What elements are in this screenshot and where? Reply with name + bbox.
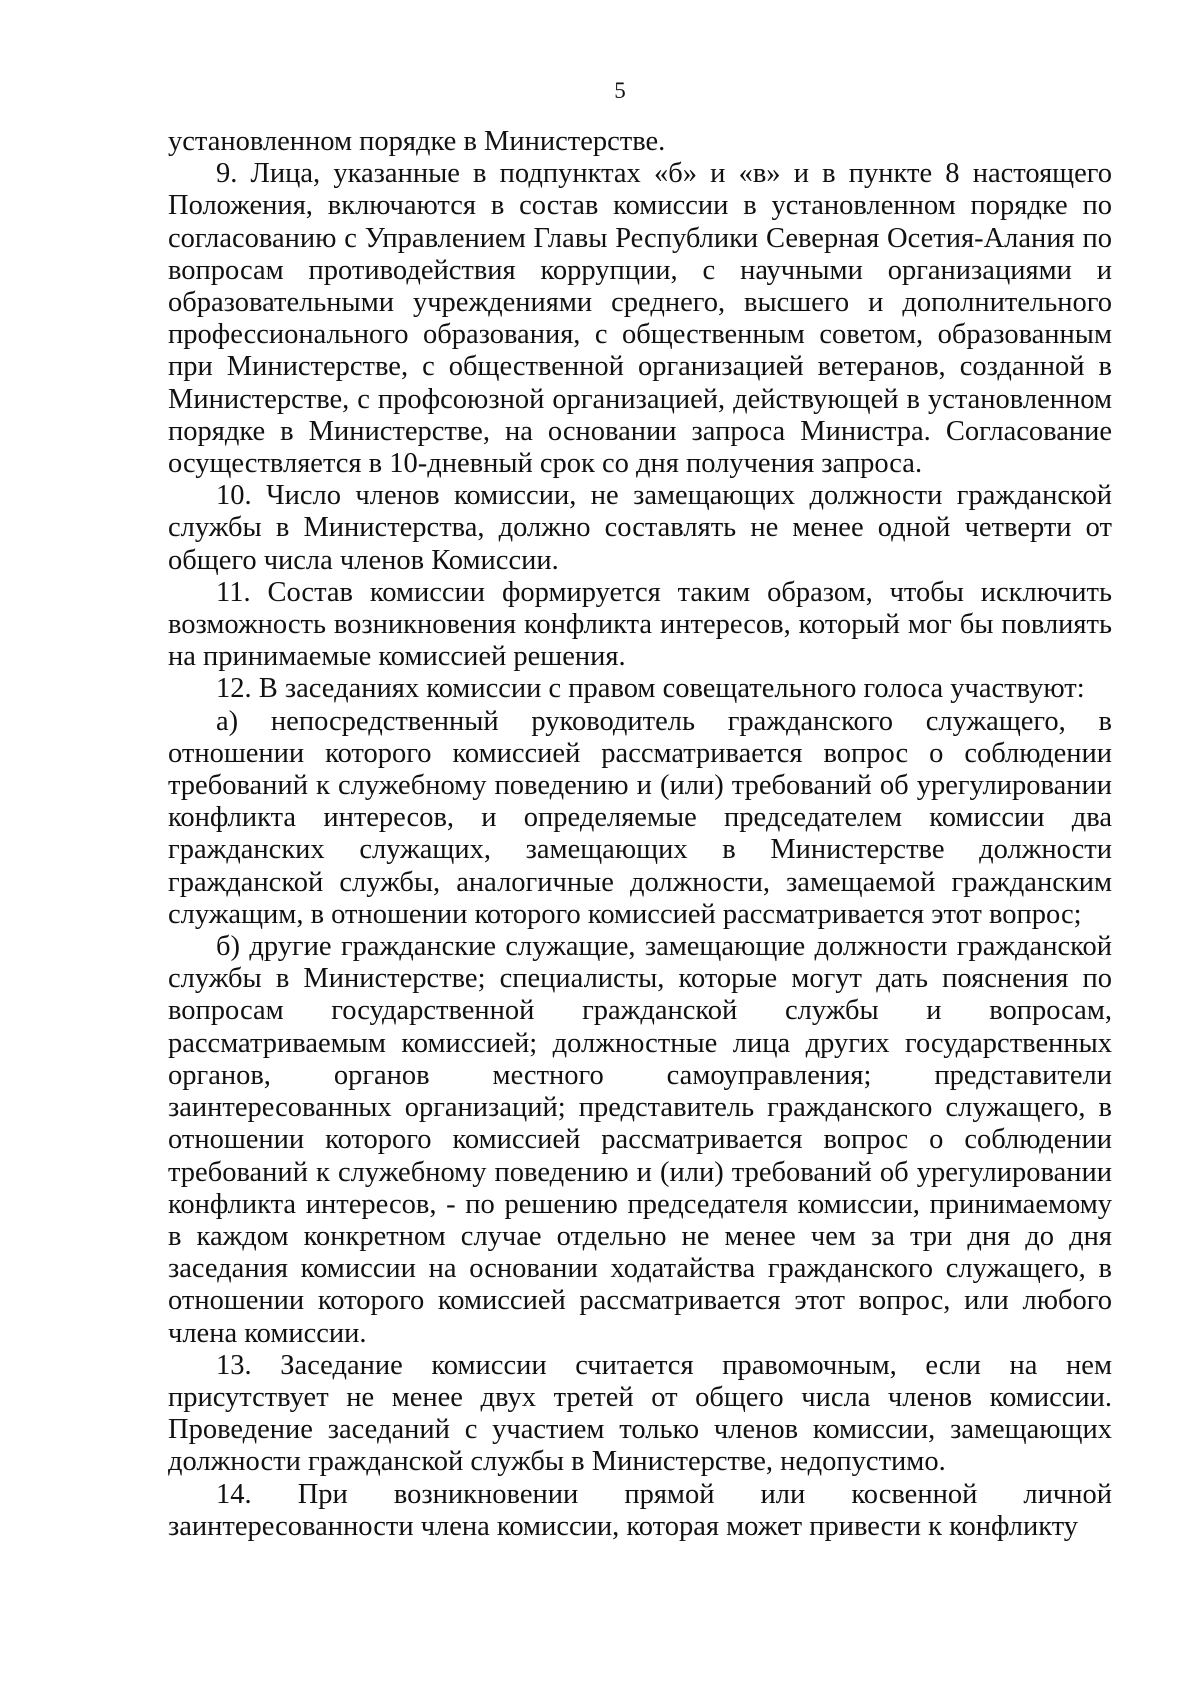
paragraph-item-9: 9. Лица, указанные в подпунктах «б» и «в» и в пункте 8 настоящего Положения, включаются в состав комиссии в установленном порядке по согласованию с Управлением Главы Республики Северная Осетия-Алания по вопросам противодействия коррупции, с научными организациями и образовательными учреждениями среднего, высшего и дополнительного профессионального образования, с общественным советом, образованным при Министерстве, с общественной организацией ветеранов, созданной в Министерстве, с профсоюзной организацией, действующей в установленном порядке в Министерстве, на основании запроса Министра. Согласование осуществляется в 10-дневный срок со дня получения запроса. <box>168 158 1112 480</box>
paragraph-item-10: 10. Число членов комиссии, не замещающих должности гражданской службы в Министерства, должно составлять не менее одной четверти от общего числа членов Комиссии. <box>168 480 1112 576</box>
document-body <box>168 126 1112 1543</box>
paragraph-continuation: установленном порядке в Министерстве. <box>168 126 666 157</box>
paragraph-item-12: 12. В заседаниях комиссии с правом совещательного голоса участвуют: <box>216 673 1085 705</box>
paragraph-subitem-a: а) непосредственный руководитель гражданского служащего, в отношении которого комиссией рассматривается вопрос о соблюдении требований к служебному поведению и (или) требований об урегулировании конфликта интересов, и определяемые председателем комиссии два гражданских служащих, замещающих в Министерстве должности гражданской службы, аналогичные должности, замещаемой гражданским служащим, в отношении которого комиссией рассматривается этот вопрос; <box>168 705 1112 930</box>
paragraph-item-13: 13. Заседание комиссии считается правомочным, если на нем присутствует не менее двух третей от общего числа членов комиссии. Проведение заседаний с участием только членов комиссии, замещающих должности гражданской службы в Министерстве, недопустимо. <box>168 1349 1112 1478</box>
paragraph-item-14: 14. При возникновении прямой или косвенной личной заинтересованности члена комиссии, которая может привести к конфликту <box>168 1478 1112 1542</box>
paragraph-item-11: 11. Состав комиссии формируется таким образом, чтобы исключить возможность возникновения конфликта интересов, который мог бы повлиять на принимаемые комиссией решения. <box>168 576 1112 673</box>
paragraph-subitem-b: б) другие гражданские служащие, замещающие должности гражданской службы в Министерстве; специалисты, которые могут дать пояснения по вопросам государственной гражданской службы и вопросам, рассматриваемым комиссией; должностные лица других государственных органов, органов местного самоуправления; представители заинтересованных организаций; представитель гражданского служащего, в отношении которого комиссией рассматривается вопрос о соблюдении требований к служебному поведению и (или) требований об урегулировании конфликта интересов, - по решению председателя комиссии, принимаемому в каждом конкретном случае отдельно не менее чем за три дня до дня заседания комиссии на основании ходатайства гражданского служащего, в отношении которого комиссией рассматривается этот вопрос, или любого члена комиссии. <box>168 931 1112 1349</box>
page-number: 5 <box>614 78 626 103</box>
